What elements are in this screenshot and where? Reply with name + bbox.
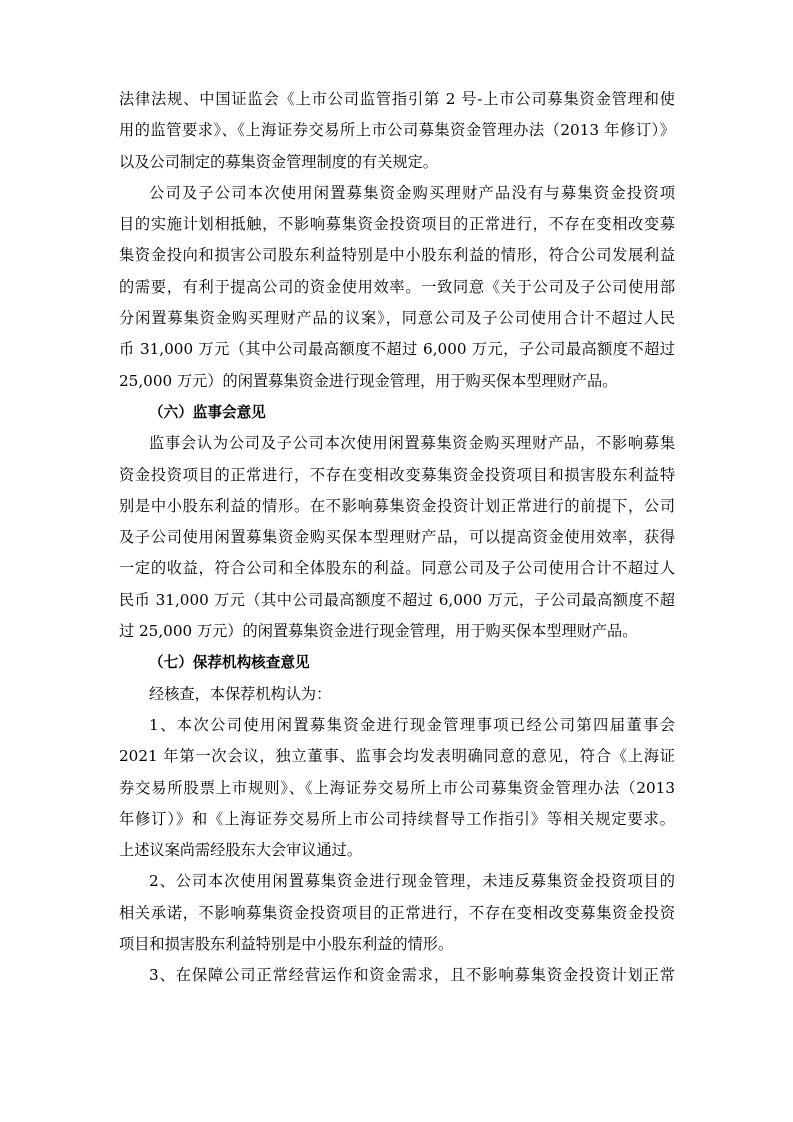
text-line: 别是中小股东利益的情形。在不影响募集资金投资计划正常进行的前提下，公司 <box>119 496 675 515</box>
text-line: 及子公司使用闲置募集资金购买保本型理财产品，可以提高资金使用效率，获得 <box>119 528 675 547</box>
paragraph-sponsor-intro <box>119 679 675 710</box>
text-line: 年修订）》和《上海证券交易所上市公司持续督导工作指引》等相关规定要求。 <box>119 809 675 828</box>
text-line: 2、公司本次使用闲置募集资金进行现金管理，未违反募集资金投资项目的 <box>149 872 675 891</box>
text-line: 一定的收益，符合公司和全体股东的利益。同意公司及子公司使用合计不超过人 <box>119 559 675 578</box>
text-line: 以及公司制定的募集资金管理制度的有关规定。 <box>119 152 438 171</box>
text-line: 相关承诺，不影响募集资金投资项目的正常进行，不存在变相改变募集资金投资 <box>119 903 675 922</box>
text-line: 的需要，有利于提高公司的资金使用效率。一致同意《关于公司及子公司使用部 <box>119 277 675 296</box>
paragraph-supervisors-opinion <box>119 428 675 647</box>
text-line: 用的监管要求》、《上海证券交易所上市公司募集资金管理办法（2013 年修订）》 <box>119 121 675 140</box>
text-line: 上述议案尚需经股东大会审议通过。 <box>119 841 362 860</box>
paragraph-legal-basis <box>119 84 675 178</box>
text-line: 25,000 万元）的闲置募集资金进行现金管理，用于购买保本型理财产品。 <box>119 371 618 390</box>
section-heading-sponsor: （七）保荐机构核查意见 <box>149 654 310 672</box>
paragraph-independent-directors <box>119 178 675 397</box>
text-line: 分闲置募集资金购买理财产品的议案》，同意公司及子公司使用合计不超过人民 <box>119 309 675 328</box>
paragraph-item-3 <box>119 960 675 991</box>
text-line: 监事会认为公司及子公司本次使用闲置募集资金购买理财产品，不影响募集 <box>149 434 675 453</box>
text-line: 集资金投向和损害公司股东利益特别是中小股东利益的情形，符合公司发展利益 <box>119 246 675 265</box>
text-line: 民币 31,000 万元（其中公司最高额度不超过 6,000 万元，子公司最高额度不超 <box>119 590 675 609</box>
paragraph-item-2 <box>119 866 675 960</box>
document-page <box>119 84 675 992</box>
section-heading-supervisors: （六）监事会意见 <box>149 403 266 421</box>
text-line: 过 25,000 万元）的闲置募集资金进行现金管理，用于购买保本型理财产品。 <box>119 622 638 641</box>
text-line: 经核查，本保荐机构认为： <box>149 684 332 703</box>
paragraph-item-1 <box>119 710 675 866</box>
text-line: 币 31,000 万元（其中公司最高额度不超过 6,000 万元，子公司最高额度不超过 <box>119 340 675 359</box>
text-line: 1、本次公司使用闲置募集资金进行现金管理事项已经公司第四届董事会 <box>149 715 675 734</box>
text-line: 2021 年第一次会议，独立董事、监事会均发表明确同意的意见，符合《上海证 <box>119 747 675 766</box>
text-line: 资金投资项目的正常进行，不存在变相改变募集资金投资项目和损害股东利益特 <box>119 465 675 484</box>
text-line: 公司及子公司本次使用闲置募集资金购买理财产品没有与募集资金投资项 <box>149 183 675 202</box>
text-line: 目的实施计划相抵触，不影响募集资金投资项目的正常进行，不存在变相改变募 <box>119 215 675 234</box>
text-line: 法律法规、中国证监会《上市公司监管指引第 2 号-上市公司募集资金管理和使 <box>119 90 675 108</box>
text-line: 项目和损害股东利益特别是中小股东利益的情形。 <box>119 935 454 954</box>
text-line: 券交易所股票上市规则》、《上海证券交易所上市公司募集资金管理办法（2013 <box>119 778 675 797</box>
text-line: 3、在保障公司正常经营运作和资金需求，且不影响募集资金投资计划正常 <box>149 966 675 985</box>
